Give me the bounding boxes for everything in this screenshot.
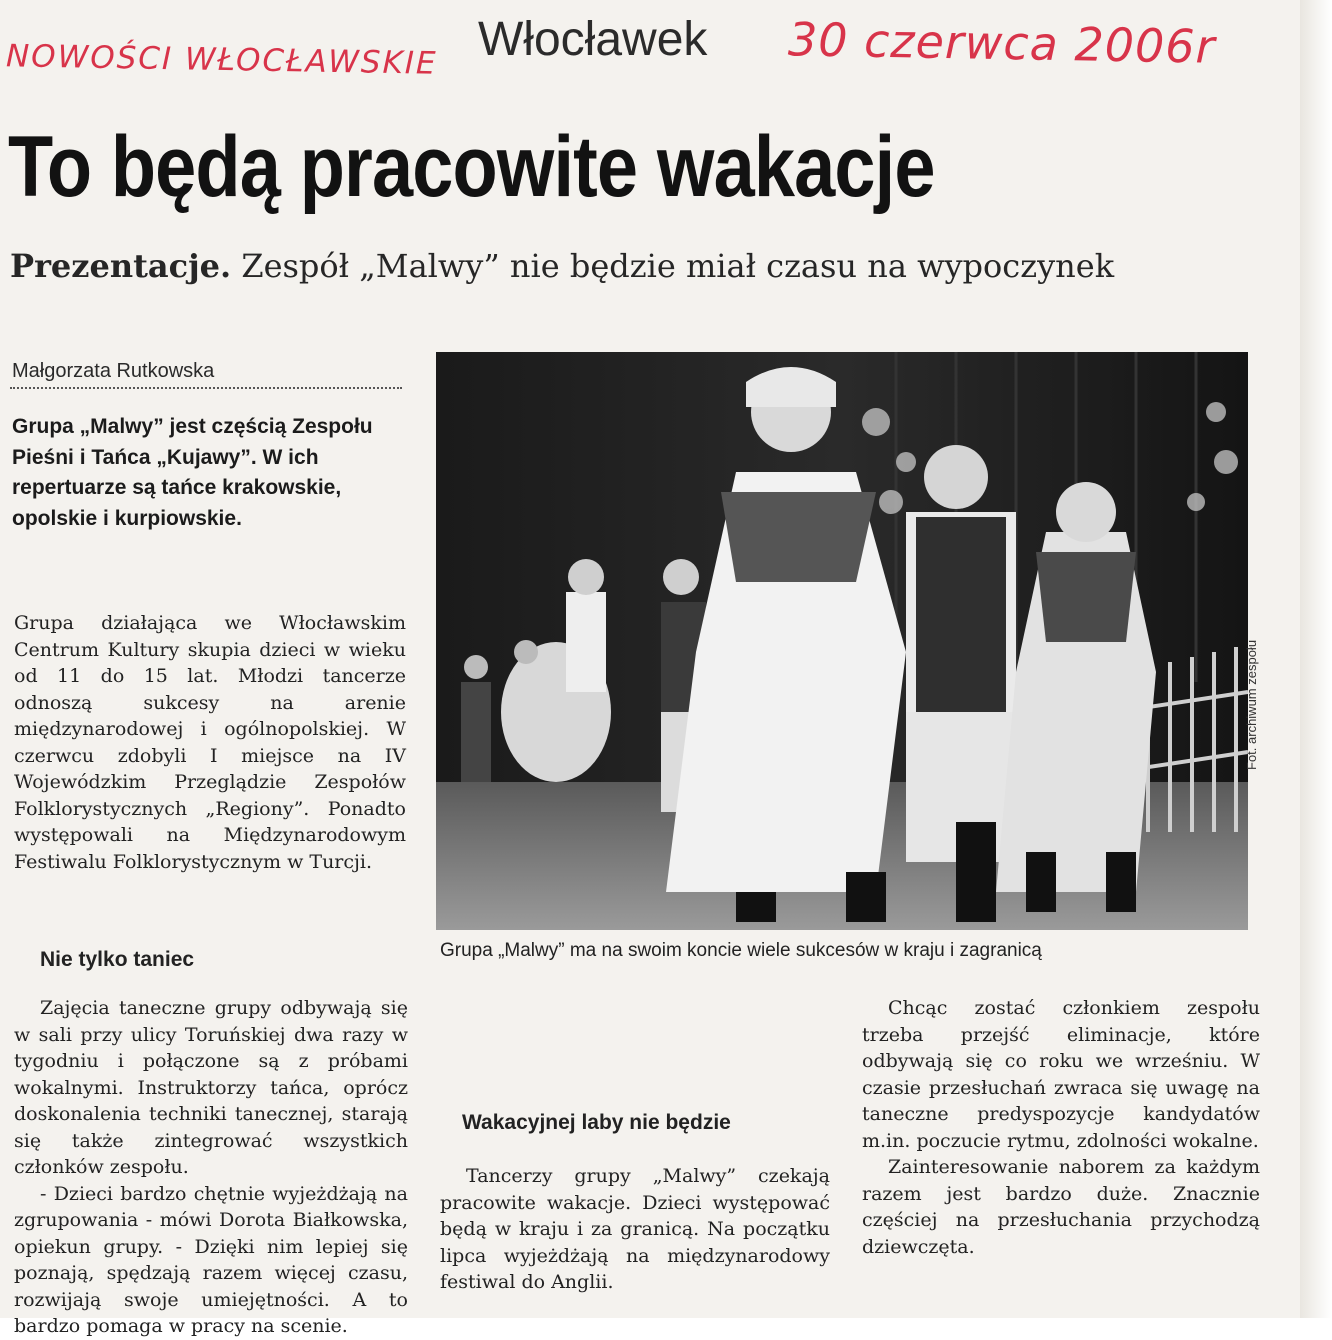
article-paragraph: Zajęcia taneczne grupy odbywają się w sali przy ulicy Toruńskiej dwa razy w tygodniu i połączone są z próbami wokalnymi. Instruktorzy tańca, oprócz doskonalenia techniki tanecznej, starają się także zintegrować wszystkich członków zespołu. [14, 997, 408, 1178]
handwritten-date-note: 30 czerwca 2006r [787, 12, 1216, 74]
article-paragraph: Zainteresowanie naborem za każdym razem jest bardzo duże. Znacznie częściej na przesłuchania przychodzą dziewczęta. [862, 1156, 1260, 1258]
article-column-3 [862, 995, 1260, 1260]
article-paragraph: Tancerzy grupy „Malwy” czekają pracowite wakacje. Dzieci występować będą w kraju i za granicą. Na początku lipca wyjeżdżają na międzynarodowy festiwal do Anglii. [440, 1165, 830, 1293]
byline-divider [10, 387, 402, 389]
section-title: Włocławek [478, 13, 708, 66]
scan-edge [1300, 0, 1332, 1318]
article-paragraph: Chcąc zostać członkiem zespołu trzeba przejść eliminacje, które odbywają się co roku we wrześniu. W czasie przesłuchań zwraca się uwagę na taneczne predyspozycje kandydatów m.in. poczucie rytmu, zdolności wokalne. [862, 997, 1260, 1152]
article-column-1-top [14, 610, 406, 875]
handwritten-source-note: NOWOŚCI WŁOCŁAWSKIE [5, 38, 438, 82]
photo-caption: Grupa „Malwy” ma na swoim koncie wiele sukcesów w kraju i zagranicą [440, 940, 1042, 961]
headline: To będą pracowite wakacje [8, 119, 935, 215]
article-column-2 [440, 1163, 830, 1296]
author-byline: Małgorzata Rutkowska [12, 360, 215, 382]
section-subtitle: Wakacyjnej laby nie będzie [462, 1111, 731, 1134]
article-paragraph: Grupa działająca we Włocławskim Centrum Kultury skupia dzieci w wieku od 11 do 15 lat. Młodzi tancerze odnoszą sukcesy na arenie międzynarodowej i ogólnopolskiej. W czerwcu zdobyli I miejsce na IV Wojewódzkim Przeglądzie Zespołów Folklorystycznych „Regiony”. Ponadto występowali na Międzynarodowym Festiwalu Folklorystycznym w Turcji. [14, 612, 406, 873]
lead-paragraph: Grupa „Malwy” jest częścią Zespołu Pieśni i Tańca „Kujawy”. W ich repertuarze są tańce krakowskie, opolskie i kurpiowskie. [12, 415, 373, 530]
subhead-text: Zespół „Malwy” nie będzie miał czasu na wypoczynek [241, 247, 1115, 285]
photo-credit: Fot. archiwum zespołu [1244, 639, 1259, 770]
subheadline [10, 247, 1114, 285]
folk-dancers-photo [436, 352, 1248, 930]
article-paragraph: - Dzieci bardzo chętnie wyjeżdżają na zgrupowania - mówi Dorota Białkowska, opiekun grupy. - Dzięki nim lepiej się poznają, spędzają razem więcej czasu, rozwijają swoje umiejętności. A to bardzo pomaga w pracy na scenie. [14, 1182, 408, 1337]
dance-photo [436, 352, 1248, 930]
article-column-1-bottom [14, 995, 408, 1340]
subhead-kicker: Prezentacje. [10, 247, 232, 285]
section-subtitle: Nie tylko taniec [40, 948, 195, 971]
